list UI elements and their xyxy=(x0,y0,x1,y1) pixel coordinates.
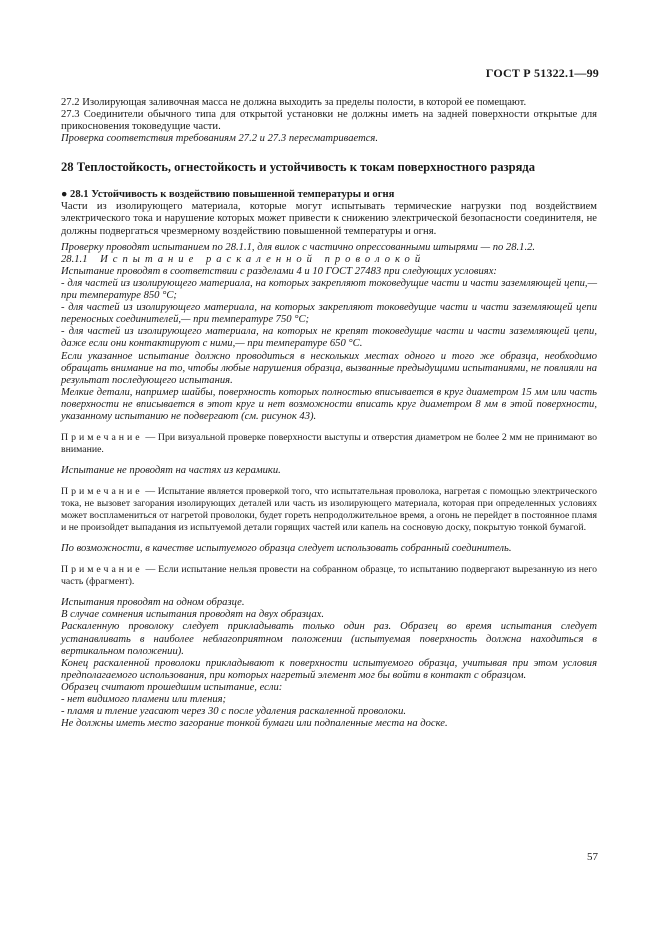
paragraph-small-parts: Мелкие детали, например шайбы, поверхность которых полностью вписывается в круг диаметром 15 мм или часть поверхности не вписывается в этот круг и нет возможности вписать круг диаметром 8 мм в этой поверхности, указанному испытанию не подвергают (см. рисунок 43). xyxy=(61,386,597,422)
page-number: 57 xyxy=(587,851,598,863)
paragraph-wire-end: Конец раскаленной проволоки прикладывают к поверхности испытуемого образца, учитывая при этом условия предполагаемого использования, при которых нагретый элемент мог бы войти в контакт с образцом. xyxy=(61,657,597,681)
paragraph-two-samples: В случае сомнения испытания проводят на двух образцах. xyxy=(61,609,324,621)
paragraph-28-1-body: Части из изолирующего материала, которые могут испытывать термические нагрузки под воздействием электрического тока и нарушение которых может привести к снижению электрической безопасности соединителя, не должны подвергаться чрезмерному воздействию повышенной температуры и огня. xyxy=(61,201,597,237)
criterion-1: - нет видимого пламени или тления; xyxy=(61,694,227,705)
paragraph-one-sample: Испытания проводят на одном образце. xyxy=(61,597,245,609)
section-28-1-1-heading: Испытание раскаленной проволокой xyxy=(100,253,426,265)
note-3-label: Примечание xyxy=(61,564,143,576)
section-28-1-1-number: 28.1.1 xyxy=(61,253,88,265)
standard-header: ГОСТ Р 51322.1—99 xyxy=(485,66,599,80)
condition-3: - для частей из изолирующего материала, на которых не крепят токоведущие части и части заземляющей цепи, даже если они контактируют с ними,— при температуре 650 °С. xyxy=(61,326,597,350)
note-1-text: — При визуальной проверке поверхности выступы и отверстия диаметром не более 2 мм не принимают во внимание. xyxy=(61,432,597,456)
paragraph-27-3: 27.3 Соединители обычного типа для открытой установки не должны иметь на задней поверхности открытые для прикосновения токоведущие части. xyxy=(61,109,597,133)
paragraph-passed: Образец считают прошедшим испытание, если: xyxy=(61,681,283,693)
note-2-label: Примечание xyxy=(61,486,143,498)
note-3 xyxy=(61,564,597,588)
paragraph-27-check: Проверка соответствия требованиям 27.2 и 27.3 пересматривается. xyxy=(61,133,378,145)
section-28-title: 28 Теплостойкость, огнестойкость и устойчивость к токам поверхностного разряда xyxy=(61,160,536,175)
condition-2: - для частей из изолирующего материала, на которых закрепляют токоведущие части и части заземляющей цепи переносных соединителей,— при температуре 750 °С; xyxy=(61,302,597,326)
paragraph-assembled: По возможности, в качестве испытуемого образца следует использовать собранный соединитель. xyxy=(61,543,512,555)
note-1 xyxy=(61,432,597,456)
condition-1: - для частей из изолирующего материала, на которых закрепляют токоведущие части и части заземляющей цепи,— при температуре 850 °С; xyxy=(61,277,597,302)
note-2 xyxy=(61,486,597,534)
paragraph-28-1-check: Проверку проводят испытанием по 28.1.1, для вилок с частично опрессованными штырями — по 28.1.2. xyxy=(61,241,536,253)
note-3-text: — Если испытание нельзя провести на собранном образце, то испытанию подвергают вырезанную из него часть (фрагмент). xyxy=(61,564,597,588)
paragraph-28-1-1-intro: Испытание проводят в соответствии с разделами 4 и 10 ГОСТ 27483 при следующих условиях: xyxy=(61,265,497,277)
note-2-text: — Испытание является проверкой того, что испытательная проволока, нагретая с помощью электрического тока, не вызовет загорания изолирующих деталей или часть из изолирующего материала, которая при определенных условиях может воспламениться от нагретой проволоки, будет гореть непродолжительное время, а огонь не перейдет в постоянное пламя и не произойдет выпадания из испытуемой детали горящих частей или капель на сосновую доску, покрытую тонкой бумагой. xyxy=(61,486,597,534)
criterion-2: - пламя и тление угасают через 30 с после удаления раскаленной проволоки. xyxy=(61,706,407,718)
paragraph-several-places: Если указанное испытание должно проводиться в нескольких местах одного и того же образца, необходимо обращать внимание на то, чтобы любые нарушения образца, вызванные предыдущими испытаниями, не повлияли на результат последующего испытания. xyxy=(61,350,597,386)
paragraph-ceramics: Испытание не проводят на частях из керамики. xyxy=(61,465,281,477)
paragraph-apply-once: Раскаленную проволоку следует прикладывать только один раз. Образец во время испытания следует устанавливать в наиболее неблагоприятном положении (испытуемая поверхность должна находиться в вертикальном положении). xyxy=(61,621,597,657)
criterion-3: Не должны иметь место загорание тонкой бумаги или подпаленные места на доске. xyxy=(61,718,448,730)
page-content xyxy=(61,97,597,730)
section-28-1-title: ● 28.1 Устойчивость к воздействию повышенной температуры и огня xyxy=(61,189,395,201)
note-1-label: Примечание xyxy=(61,432,143,444)
section-28-1-1-title xyxy=(61,254,597,266)
paragraph-27-2: 27.2 Изолирующая заливочная масса не должна выходить за пределы полости, в которой ее помещают. xyxy=(61,97,527,108)
